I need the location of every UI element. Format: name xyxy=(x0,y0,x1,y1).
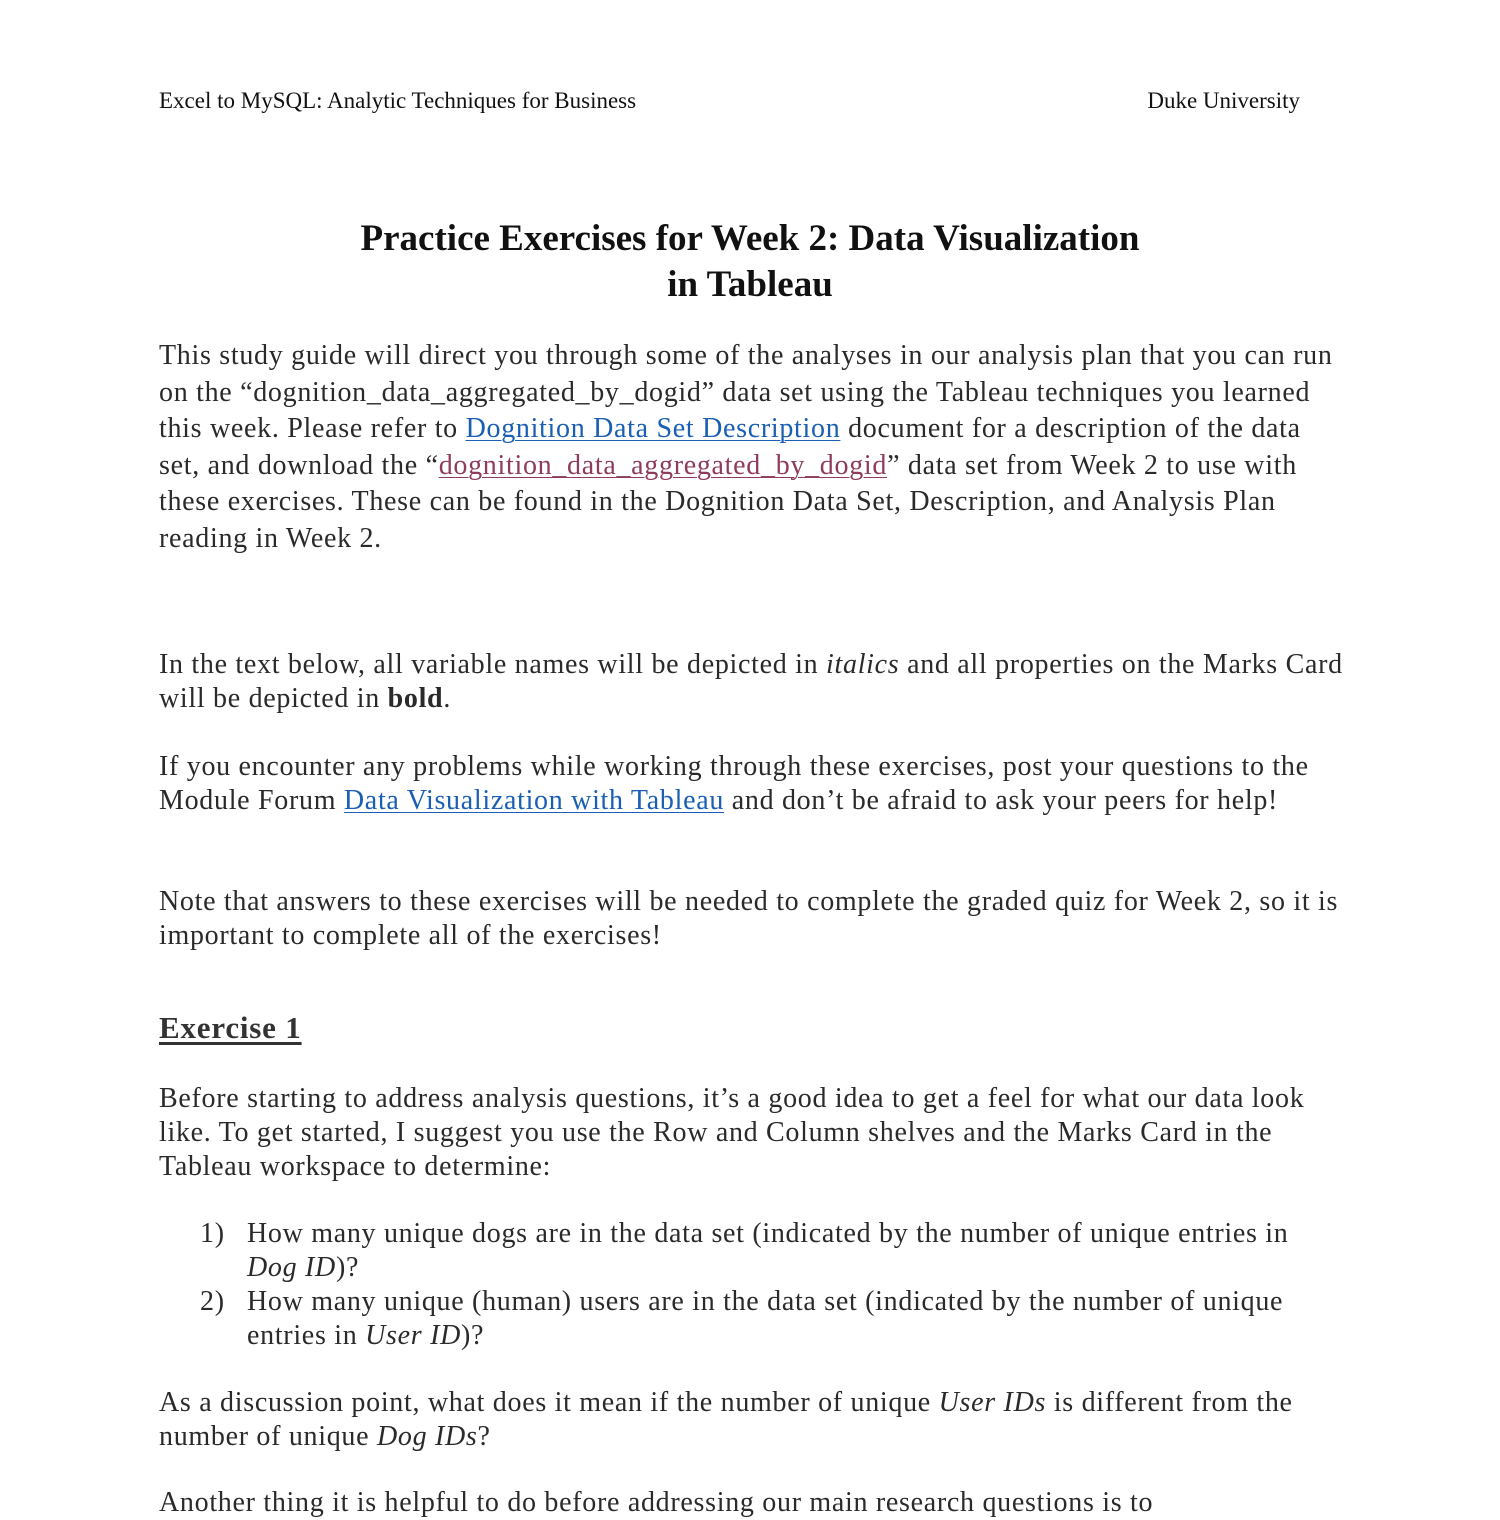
notation-text-1: In the text below, all variable names will be depicted in xyxy=(159,649,827,680)
variable-name: Dog ID xyxy=(247,1252,336,1283)
intro-text-3: ” data set from Week 2 to use with these exercises. These can be found in the Dognition Data Set, Description, and Analysis Plan reading in Week 2. xyxy=(159,449,1297,554)
exercise-1-question-list xyxy=(200,1217,1320,1353)
notation-bold: bold xyxy=(387,683,444,714)
title-line-1: Practice Exercises for Week 2: Data Visualization xyxy=(360,218,1140,259)
cutoff-paragraph: Another thing it is helpful to do before addressing our main research questions is to xyxy=(159,1487,1154,1518)
dataset-download-link[interactable]: dognition_data_aggregated_by_dogid xyxy=(438,449,888,481)
question-end: )? xyxy=(335,1252,360,1283)
help-paragraph xyxy=(159,750,1349,818)
note-paragraph: Note that answers to these exercises will be needed to complete the graded quiz for Week 2, so it is important to complete all of the exercises! xyxy=(159,886,1339,951)
question-text: How many unique (human) users are in the data set (indicated by the number of unique entries in xyxy=(247,1286,1284,1351)
dataset-description-link[interactable]: Dognition Data Set Description xyxy=(465,413,841,444)
notation-italic: italics xyxy=(826,649,900,680)
notation-text-3: . xyxy=(443,683,452,714)
list-item xyxy=(200,1217,1320,1285)
intro-text-2: document for a description of the data set, and download the “ xyxy=(159,413,1301,481)
intro-text-1: This study guide will direct you through some of the analyses in our analysis plan that you can run on the “dognition_data_aggregated_by_dogid” data set using the Tableau techniques you learned this week. Please refer to xyxy=(159,340,1333,444)
title-line-2: in Tableau xyxy=(667,264,833,305)
forum-link[interactable]: Data Visualization with Tableau xyxy=(343,785,725,816)
course-name: Excel to MySQL: Analytic Techniques for Business xyxy=(159,88,637,113)
question-end: )? xyxy=(461,1320,485,1351)
exercise-1-intro: Before starting to address analysis questions, it’s a good idea to get a feel for what our data look like. To get started, I suggest you use the Row and Column shelves and the Marks Card in the Tableau workspace to determine: xyxy=(159,1083,1305,1182)
help-text-1: If you encounter any problems while working through these exercises, post your questions to the Module Forum xyxy=(159,751,1309,816)
list-item xyxy=(200,1285,1320,1353)
notation-text-2: and all properties on the Marks Card will be depicted in xyxy=(159,649,1343,714)
discussion-var-1: User IDs xyxy=(938,1387,1047,1418)
variable-name: User ID xyxy=(365,1320,462,1351)
exercise-1-heading: Exercise 1 xyxy=(159,1010,302,1045)
intro-paragraph xyxy=(159,338,1349,557)
discussion-paragraph xyxy=(159,1386,1349,1454)
help-text-2: and don’t be afraid to ask your peers for help! xyxy=(724,785,1279,816)
discussion-text-3: ? xyxy=(477,1421,491,1452)
list-item-number: 2) xyxy=(200,1286,225,1317)
list-item-text xyxy=(247,1217,1320,1285)
discussion-text-2: is different from the number of unique xyxy=(159,1387,1293,1452)
page-header xyxy=(159,88,1300,114)
list-item-number: 1) xyxy=(200,1218,225,1249)
discussion-var-2: Dog IDs xyxy=(376,1421,478,1452)
page-title xyxy=(0,216,1500,308)
question-text: How many unique dogs are in the data set (indicated by the number of unique entries in xyxy=(247,1218,1289,1249)
discussion-text-1: As a discussion point, what does it mean if the number of unique xyxy=(159,1387,939,1418)
university-name: Duke University xyxy=(1147,88,1300,113)
notation-paragraph xyxy=(159,648,1349,716)
list-item-text xyxy=(247,1285,1320,1353)
